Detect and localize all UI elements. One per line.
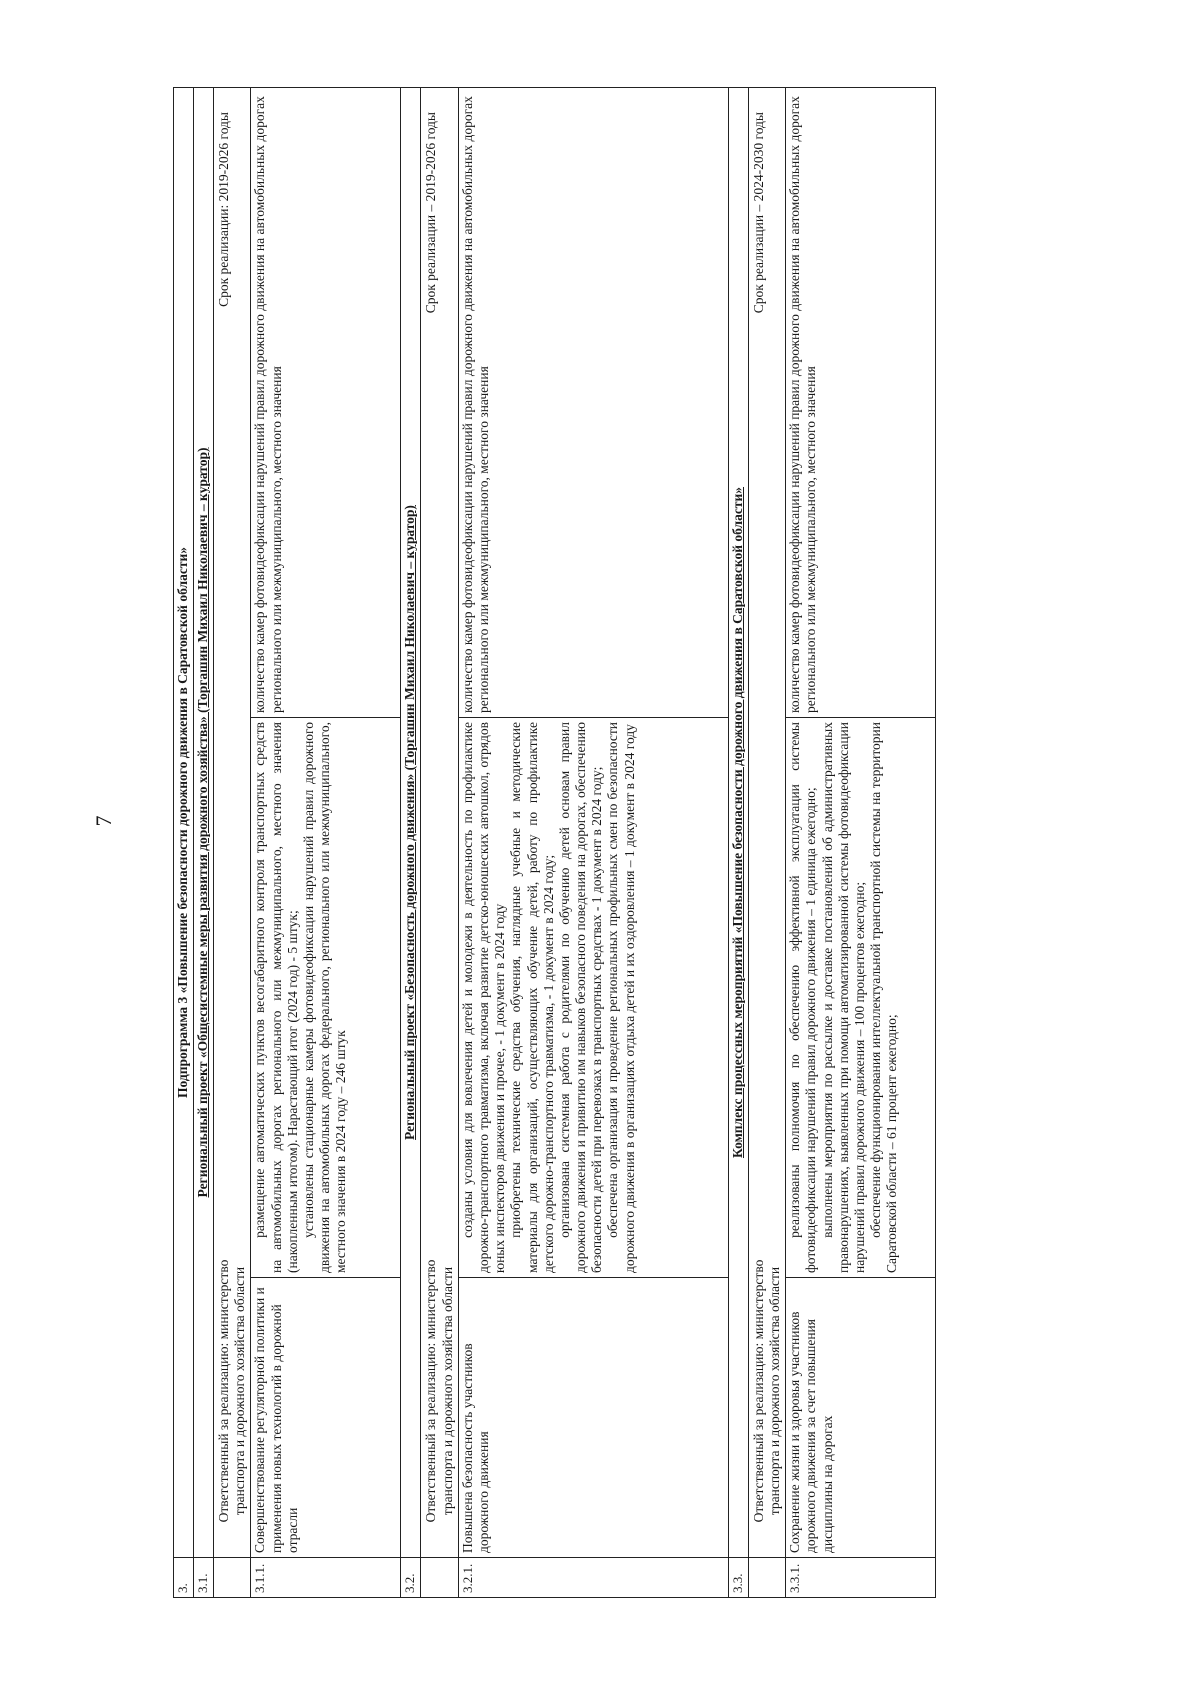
row-number: 3.3.1.: [786, 1558, 936, 1598]
section-number: 3.1.: [194, 1558, 214, 1598]
responsible-row: [748, 88, 785, 1598]
term-text: Срок реализации – 2024-2030 годы: [750, 112, 766, 314]
term-text: Срок реализации: 2019-2026 годы: [216, 112, 231, 307]
section-number: 3.3.: [728, 1558, 748, 1598]
description-paragraph: обеспечение функционирования интеллектуальной транспортной системы на территории Саратовской области – 61 процент ежегодно;: [868, 722, 900, 1273]
section-row-3-1: [194, 88, 214, 1598]
table-row: [458, 88, 728, 1598]
row-number: 3.1.1.: [251, 1558, 401, 1598]
section-title: Региональный проект «Общесистемные меры развития дорожного хозяйства» (Торгашин Михаил Николаевич – куратор): [194, 88, 214, 1558]
task-cell: Повышена безопасность участников дорожного движения: [458, 1278, 728, 1558]
description-paragraph: установлены стационарные камеры фотовидеофиксации нарушений правил дорожного движения на автомобильных дорогах федерального, регионального или межмуниципального, местного значения в 2024 году – 246 штук: [300, 722, 349, 1273]
responsible-text: Ответственный за реализацию: министерство транспорта и дорожного хозяйства области: [750, 1259, 782, 1523]
section-row-3: [174, 88, 194, 1598]
indicator-cell: количество камер фотовидеофиксации нарушений правил дорожного движения на автомобильных дорогах регионального или межмуниципального, местного значения: [458, 88, 728, 718]
section-title: Подпрограмма 3 «Повышение безопасности дорожного движения в Саратовской области»: [174, 88, 194, 1558]
responsible-row: [421, 88, 458, 1598]
responsible-row: [214, 88, 251, 1598]
indicator-cell: количество камер фотовидеофиксации нарушений правил дорожного движения на автомобильных дорогах регионального или межмуниципального, местного значения: [786, 88, 936, 718]
description-paragraph: обеспечена организация и проведение региональных профильных смен по безопасности дорожного движения в организациях отдыха детей и их оздоровления – 1 документ в 2024 году: [605, 722, 637, 1273]
program-table: [173, 87, 936, 1598]
table-row: [251, 88, 401, 1598]
description-cell: [786, 718, 936, 1278]
section-row-3-2: [401, 88, 421, 1598]
description-paragraph: приобретены технические средства обучения, наглядные учебные и методические материалы для организаций, осуществляющих обучение детей, работу по профилактике детского дорожно-транспортного травматизма, - 1 документ в 2024 году;: [508, 722, 556, 1273]
rotated-table-container: [173, 88, 918, 1598]
responsible-text: Ответственный за реализацию: министерство транспорта и дорожного хозяйства области: [216, 1259, 248, 1523]
task-cell: Сохранение жизни и здоровья участников дорожного движения за счет повышения дисциплины на дорогах: [786, 1278, 936, 1558]
description-paragraph: созданы условия для вовлечения детей и молодежи в деятельность по профилактике дорожно-транспортного травматизма, включая развитие детско-юношеских автошкол, отрядов юных инспекторов движения и прочее, - 1 документ в 2024 году: [459, 722, 508, 1273]
description-paragraph: выполнены мероприятия по рассылке и доставке постановлений об административных правонарушениях, выявленных при помощи автоматизированной системы фотовидеофиксации нарушений правил дорожного движения – 100 процентов ежегодно;: [819, 722, 867, 1273]
section-number: 3.: [174, 1558, 194, 1598]
description-paragraph: реализованы полномочия по обеспечению эффективной эксплуатации системы фотовидеофиксации нарушений правил дорожного движения – 1 единица ежегодно;: [787, 722, 819, 1273]
description-cell: [458, 718, 728, 1278]
description-paragraph: организована системная работа с родителями по обучению детей основам правил дорожного движения и привитию им навыков безопасного поведения на дорогах, обеспечению безопасности детей при перевозках в транспортных средствах - 1 документ в 2024 году;: [556, 722, 605, 1273]
section-title: Региональный проект «Безопасность дорожного движения» (Торгашин Михаил Николаевич – куратор): [401, 88, 421, 1558]
table-row: [786, 88, 936, 1598]
responsible-text: Ответственный за реализацию: министерство транспорта и дорожного хозяйства области: [423, 1259, 455, 1523]
description-paragraph: размещение автоматических пунктов весогабаритного контроля транспортных средств на автомобильных дорогах регионального или межмуниципального, местного значения (накопленным итогом). Нарастающий итог (2024 год) - 5 штук;: [252, 722, 300, 1273]
page-number: 7: [91, 815, 116, 827]
section-row-3-3: [728, 88, 748, 1598]
description-cell: [251, 718, 401, 1278]
task-cell: Совершенствование регуляторной политики и применения новых технологий в дорожной отрасли: [251, 1278, 401, 1558]
section-number: 3.2.: [401, 1558, 421, 1598]
term-text: Срок реализации – 2019-2026 годы: [423, 112, 439, 314]
indicator-cell: количество камер фотовидеофиксации нарушений правил дорожного движения на автомобильных дорогах регионального или межмуниципального, местного значения: [251, 88, 401, 718]
section-title: Комплекс процессных мероприятий «Повышение безопасности дорожного движения в Саратовской области»: [728, 88, 748, 1558]
row-number: 3.2.1.: [458, 1558, 728, 1598]
